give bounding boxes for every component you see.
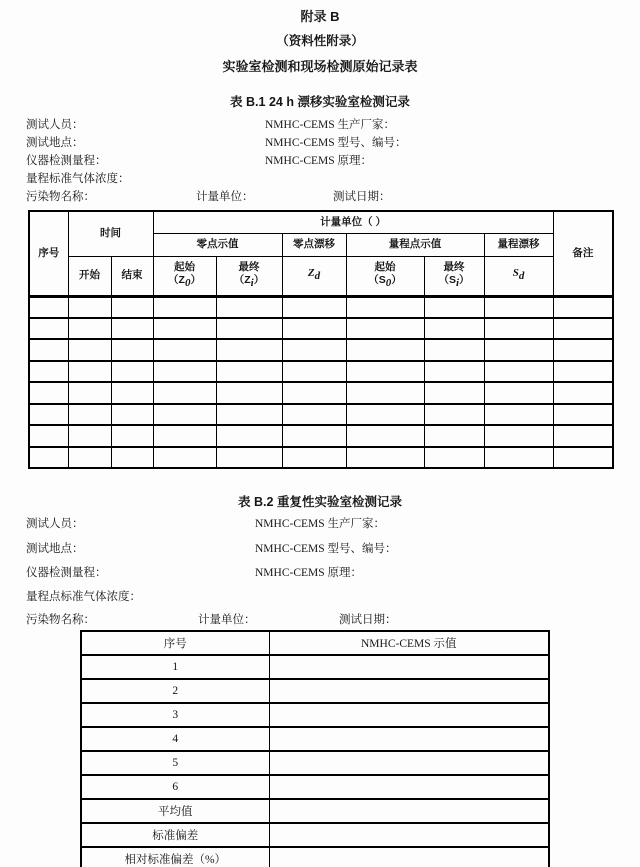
- b2-row-label: 1: [81, 655, 269, 679]
- b1-empty-cell: [153, 339, 216, 361]
- table-b2-caption: 表 B.2 重复性实验室检测记录: [238, 495, 402, 509]
- b1-empty-cell: [68, 404, 111, 426]
- b1-col-span-value: 量程点示值: [346, 233, 484, 256]
- b1-empty-cell: [553, 318, 613, 340]
- b1-col-seq: 序号: [29, 211, 68, 296]
- b1-col-span-drift: 量程漂移: [484, 233, 553, 256]
- b1-empty-cell: [68, 361, 111, 383]
- b1-empty-cell: [29, 447, 68, 469]
- b2-header-row: [81, 631, 549, 655]
- b1-empty-cell: [29, 296, 68, 318]
- b1-col-unit-group: 计量单位（ ）: [153, 211, 553, 233]
- b2-row: [81, 799, 549, 823]
- b2-row-value: [269, 679, 549, 703]
- b1-empty-cell: [216, 361, 282, 383]
- b1-empty-cell: [484, 318, 553, 340]
- repeatability-record-table: [80, 630, 550, 867]
- b2-row-value: [269, 727, 549, 751]
- b1-empty-cell: [484, 382, 553, 404]
- b2-row-label: 平均值: [81, 799, 269, 823]
- b1-empty-cell: [29, 361, 68, 383]
- b1-unit-label: 计量单位：: [196, 191, 254, 203]
- b1-empty-cell: [111, 296, 153, 318]
- b1-empty-cell: [424, 339, 484, 361]
- b1-empty-cell: [282, 404, 346, 426]
- b2-manufacturer-label: NMHC-CEMS 生产厂家：: [255, 518, 386, 530]
- b1-empty-cell: [346, 447, 424, 469]
- b1-empty-cell: [153, 296, 216, 318]
- b1-col-zero-drift: 零点漂移: [282, 233, 346, 256]
- b1-empty-cell: [484, 447, 553, 469]
- b1-empty-cell: [553, 296, 613, 318]
- b1-empty-cell: [216, 447, 282, 469]
- b1-empty-cell: [346, 339, 424, 361]
- b1-empty-cell: [282, 361, 346, 383]
- b2-row-label: 5: [81, 751, 269, 775]
- appendix-title: 附录 B: [300, 9, 340, 24]
- b1-date-label: 测试日期：: [333, 191, 391, 203]
- b1-empty-cell: [346, 296, 424, 318]
- b1-empty-cell: [216, 382, 282, 404]
- b2-row: [81, 703, 549, 727]
- b2-unit-label: 计量单位：: [198, 614, 256, 626]
- b1-empty-cell: [153, 447, 216, 469]
- b1-empty-cell: [424, 382, 484, 404]
- b1-empty-cell: [29, 425, 68, 447]
- b1-manufacturer-label: NMHC-CEMS 生产厂家：: [265, 119, 396, 131]
- b1-col-remark: 备注: [553, 211, 613, 296]
- b1-empty-row: [29, 404, 613, 426]
- b1-empty-cell: [346, 425, 424, 447]
- b2-row-label: 3: [81, 703, 269, 727]
- b1-empty-cell: [282, 339, 346, 361]
- b2-row: [81, 823, 549, 847]
- b1-empty-cell: [346, 382, 424, 404]
- b2-location-label: 测试地点：: [26, 543, 84, 555]
- b2-row-value: [269, 751, 549, 775]
- b1-empty-cell: [153, 404, 216, 426]
- b1-empty-cell: [346, 404, 424, 426]
- b1-empty-cell: [68, 425, 111, 447]
- b1-empty-cell: [111, 425, 153, 447]
- b1-location-label: 测试地点：: [26, 137, 84, 149]
- b1-empty-row: [29, 361, 613, 383]
- b1-span-gas-label: 量程标准气体浓度：: [26, 173, 130, 185]
- b1-empty-cell: [68, 339, 111, 361]
- b1-empty-cell: [424, 404, 484, 426]
- b1-col-zero-value: 零点示值: [153, 233, 282, 256]
- b1-empty-cell: [68, 296, 111, 318]
- b2-row: [81, 655, 549, 679]
- b1-empty-cell: [216, 296, 282, 318]
- b1-empty-cell: [424, 318, 484, 340]
- b1-pollutant-label: 污染物名称：: [26, 191, 95, 203]
- b2-row: [81, 679, 549, 703]
- b1-empty-cell: [29, 404, 68, 426]
- b2-row-value: [269, 847, 549, 867]
- b1-col-sd: $S_d$: [484, 256, 553, 296]
- b2-row-label: 2: [81, 679, 269, 703]
- b1-empty-row: [29, 447, 613, 469]
- b1-col-end: 结束: [111, 256, 153, 296]
- b1-empty-cell: [216, 404, 282, 426]
- b1-empty-cell: [553, 447, 613, 469]
- b2-row-label: 4: [81, 727, 269, 751]
- b1-empty-row: [29, 318, 613, 340]
- b1-empty-cell: [216, 318, 282, 340]
- b2-row-value: [269, 655, 549, 679]
- b1-empty-cell: [282, 382, 346, 404]
- b1-table-head: [29, 211, 613, 296]
- b1-empty-cell: [553, 404, 613, 426]
- table-b1-caption: 表 B.1 24 h 漂移实验室检测记录: [230, 95, 410, 109]
- b1-empty-cell: [346, 318, 424, 340]
- b2-row-label: 相对标准偏差（%）: [81, 847, 269, 867]
- b1-empty-cell: [111, 382, 153, 404]
- b1-header-row-3: [29, 256, 613, 296]
- b1-empty-cell: [346, 361, 424, 383]
- b1-principle-label: NMHC-CEMS 原理：: [265, 155, 373, 167]
- b2-col-value: NMHC-CEMS 示值: [269, 631, 549, 655]
- b1-empty-cell: [553, 382, 613, 404]
- b1-col-span-final: 最终 $(S_i)$: [424, 256, 484, 296]
- b1-empty-cell: [153, 425, 216, 447]
- b1-span-final-label: 最终: [443, 260, 465, 273]
- b1-table-body: [29, 296, 613, 468]
- b2-row: [81, 775, 549, 799]
- b1-empty-cell: [282, 447, 346, 469]
- b1-empty-cell: [111, 318, 153, 340]
- drift-record-table: [28, 210, 614, 469]
- b1-col-zero-final: 最终 $(Z_i)$: [216, 256, 282, 296]
- b1-empty-cell: [484, 425, 553, 447]
- b2-row: [81, 847, 549, 867]
- b1-empty-cell: [216, 425, 282, 447]
- b1-empty-cell: [111, 339, 153, 361]
- b1-empty-row: [29, 296, 613, 318]
- b1-empty-cell: [216, 339, 282, 361]
- b2-span-gas-label: 量程点标准气体浓度：: [26, 591, 141, 603]
- b1-range-label: 仪器检测量程：: [26, 155, 107, 167]
- b1-empty-cell: [29, 318, 68, 340]
- b1-empty-cell: [424, 296, 484, 318]
- appendix-heading: 实验室检测和现场检测原始记录表: [222, 59, 418, 74]
- b1-empty-cell: [553, 361, 613, 383]
- b1-empty-cell: [111, 447, 153, 469]
- b2-row-value: [269, 703, 549, 727]
- b1-empty-cell: [424, 425, 484, 447]
- b2-pollutant-label: 污染物名称：: [26, 614, 95, 626]
- b2-row-label: 标准偏差: [81, 823, 269, 847]
- b1-empty-cell: [484, 296, 553, 318]
- b1-empty-cell: [153, 361, 216, 383]
- b1-zero-final-label: 最终: [238, 260, 260, 273]
- b1-empty-cell: [68, 447, 111, 469]
- b2-table-body: [81, 655, 549, 867]
- b1-empty-cell: [484, 361, 553, 383]
- b1-empty-row: [29, 339, 613, 361]
- b1-col-zero-start: 起始 $(Z_0)$: [153, 256, 216, 296]
- b1-tester-label: 测试人员：: [26, 119, 84, 131]
- b1-empty-cell: [153, 318, 216, 340]
- b1-empty-cell: [553, 425, 613, 447]
- b1-empty-cell: [68, 382, 111, 404]
- b1-col-start: 开始: [68, 256, 111, 296]
- b1-empty-cell: [424, 361, 484, 383]
- b1-zero-start-label: 起始: [174, 260, 195, 273]
- b2-row-value: [269, 775, 549, 799]
- b1-empty-cell: [111, 404, 153, 426]
- b1-empty-cell: [153, 382, 216, 404]
- b1-col-zd: $Z_d$: [282, 256, 346, 296]
- b2-col-seq: 序号: [81, 631, 269, 655]
- b1-empty-cell: [424, 447, 484, 469]
- b1-empty-row: [29, 382, 613, 404]
- b1-empty-cell: [484, 404, 553, 426]
- b1-empty-cell: [111, 361, 153, 383]
- b2-row: [81, 751, 549, 775]
- b1-model-label: NMHC-CEMS 型号、编号：: [265, 137, 407, 149]
- b2-row: [81, 727, 549, 751]
- b1-span-start-label: 起始: [374, 260, 396, 273]
- b1-empty-cell: [553, 339, 613, 361]
- b2-row-value: [269, 823, 549, 847]
- b2-row-value: [269, 799, 549, 823]
- b2-principle-label: NMHC-CEMS 原理：: [255, 567, 363, 579]
- b1-empty-cell: [29, 339, 68, 361]
- b1-empty-cell: [282, 425, 346, 447]
- b2-model-label: NMHC-CEMS 型号、编号：: [255, 543, 397, 555]
- b1-empty-cell: [29, 382, 68, 404]
- b1-col-span-start: 起始 $(S_0)$: [346, 256, 424, 296]
- b1-empty-cell: [68, 318, 111, 340]
- b2-tester-label: 测试人员：: [26, 518, 84, 530]
- b1-empty-row: [29, 425, 613, 447]
- b2-date-label: 测试日期：: [339, 614, 397, 626]
- b1-empty-cell: [282, 318, 346, 340]
- b2-row-label: 6: [81, 775, 269, 799]
- b2-range-label: 仪器检测量程：: [26, 567, 107, 579]
- b1-empty-cell: [484, 339, 553, 361]
- b1-empty-cell: [282, 296, 346, 318]
- b1-col-time: 时间: [68, 211, 153, 256]
- appendix-subtitle: （资料性附录）: [276, 34, 364, 48]
- b1-header-row-1: [29, 211, 613, 233]
